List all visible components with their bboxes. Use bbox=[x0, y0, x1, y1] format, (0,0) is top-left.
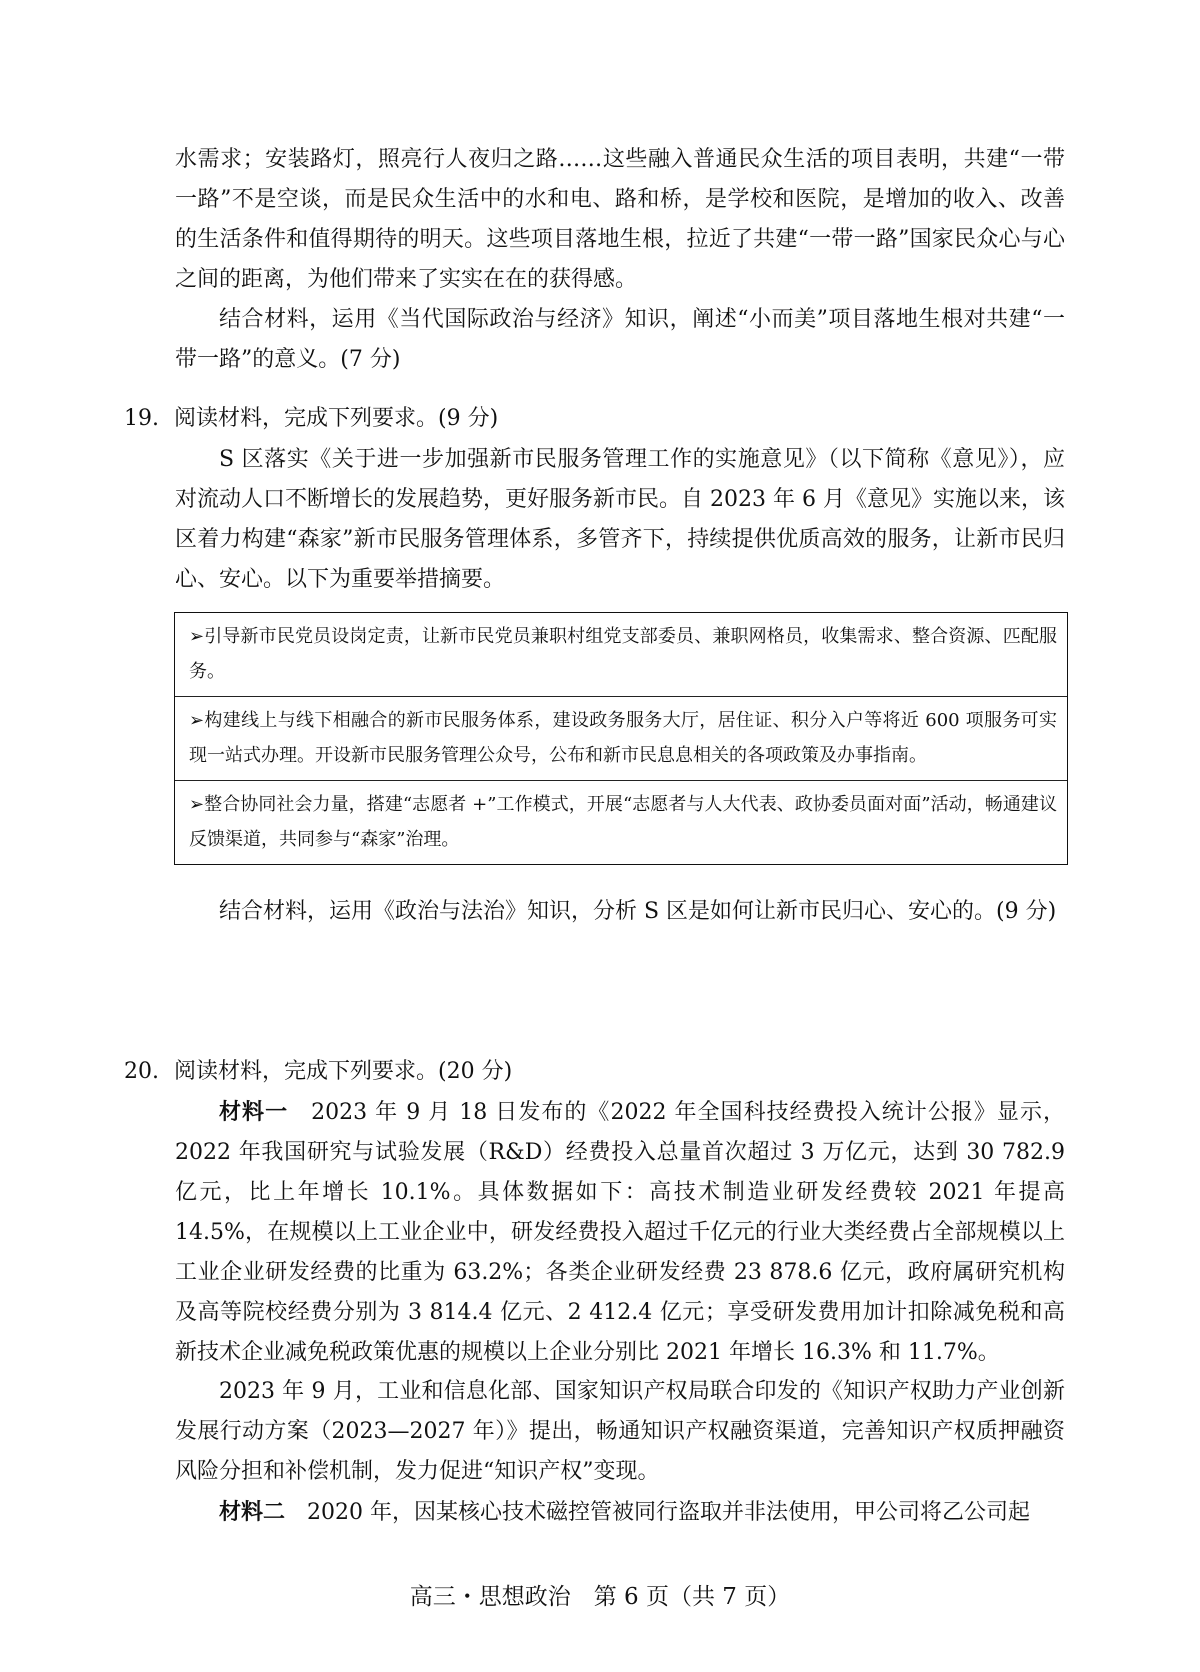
q18-prompt: 结合材料，运用《当代国际政治与经济》知识，阐述“小而美”项目落地生根对共建“一带一路”的意义。(7 分) bbox=[175, 307, 1065, 372]
q19-measure-1: ➢引导新市民党员设岗定责，让新市民党员兼职村组党支部委员、兼职网格员，收集需求、整合资源、匹配服务。 bbox=[175, 613, 1067, 697]
q19-material: S 区落实《关于进一步加强新市民服务管理工作的实施意见》（以下简称《意见》），应对流动人口不断增长的发展趋势，更好服务新市民。自 2023 年 6 月《意见》实施以来，该区着力构建“森家”新市民服务管理体系，多管齐下，持续提供优质高效的服务，让新市民归心、安心。以下为重要举措摘要。 bbox=[175, 447, 1065, 592]
q19-number: 19. bbox=[124, 406, 159, 431]
intro-paragraph: 水需求；安装路灯，照亮行人夜归之路……这些融入普通民众生活的项目表明，共建“一带一路”不是空谈，而是民众生活中的水和电、路和桥，是学校和医院，是增加的收入、改善的生活条件和值得期待的明天。这些项目落地生根，拉近了共建“一带一路”国家民众心与心之间的距离，为他们带来了实实在在的获得感。 bbox=[175, 147, 1065, 292]
q19-measure-2: ➢构建线上与线下相融合的新市民服务体系，建设政务服务大厅，居住证、积分入户等将近 600 项服务可实现一站式办理。开设新市民服务管理公众号，公布和新市民息息相关的各项政策及办事指南。 bbox=[175, 697, 1067, 781]
q20-material1-para2: 2023 年 9 月，工业和信息化部、国家知识产权局联合印发的《知识产权助力产业创新发展行动方案（2023—2027 年）》提出，畅通知识产权融资渠道，完善知识产权质押融资风险分担和补偿机制，发力促进“知识产权”变现。 bbox=[175, 1379, 1065, 1484]
q19-measures-box bbox=[174, 612, 1068, 865]
q20-material1-text: 2023 年 9 月 18 日发布的《2022 年全国科技经费投入统计公报》显示，2022 年我国研究与试验发展（R&D）经费投入总量首次超过 3 万亿元，达到 30 782.9 亿元，比上年增长 10.1%。具体数据如下：高技术制造业研发经费较 2021 年提高 14.5%，在规模以上工业企业中，研发经费投入超过千亿元的行业大类经费占全部规模以上工业企业研发经费的比重为 63.2%；各类企业研发经费 23 878.6 亿元，政府属研究机构及高等院校经费分别为 3 814.4 亿元、2 412.4 亿元；享受研发费用加计扣除减免税和高新技术企业减免税政策优惠的规模以上企业分别比 2021 年增长 16.3% 和 11.7%。 bbox=[175, 1100, 1065, 1365]
q19-heading bbox=[124, 399, 1064, 439]
q19-heading-text: 阅读材料，完成下列要求。(9 分) bbox=[174, 406, 499, 431]
q19-measure-3: ➢整合协同社会力量，搭建“志愿者 +”工作模式，开展“志愿者与人大代表、政协委员面对面”活动，畅通建议反馈渠道，共同参与“森家”治理。 bbox=[189, 794, 1057, 850]
q20-number: 20. bbox=[124, 1059, 159, 1084]
q20-material1 bbox=[175, 1092, 1065, 1373]
q20-material2 bbox=[175, 1492, 1065, 1533]
page-footer: 高三・思想政治 第 6 页（共 7 页） bbox=[409, 1584, 791, 1610]
q20-heading-text: 阅读材料，完成下列要求。(20 分) bbox=[174, 1059, 513, 1084]
q20-material2-label: 材料二 bbox=[219, 1499, 286, 1525]
q20-material2-text: 2020 年，因某核心技术磁控管被同行盗取并非法使用，甲公司将乙公司起 bbox=[285, 1500, 1030, 1525]
q19-prompt: 结合材料，运用《政治与法治》知识，分析 S 区是如何让新市民归心、安心的。(9 分) bbox=[219, 899, 1057, 924]
q20-heading bbox=[124, 1052, 1064, 1092]
q20-material1-label: 材料一 bbox=[219, 1099, 289, 1125]
